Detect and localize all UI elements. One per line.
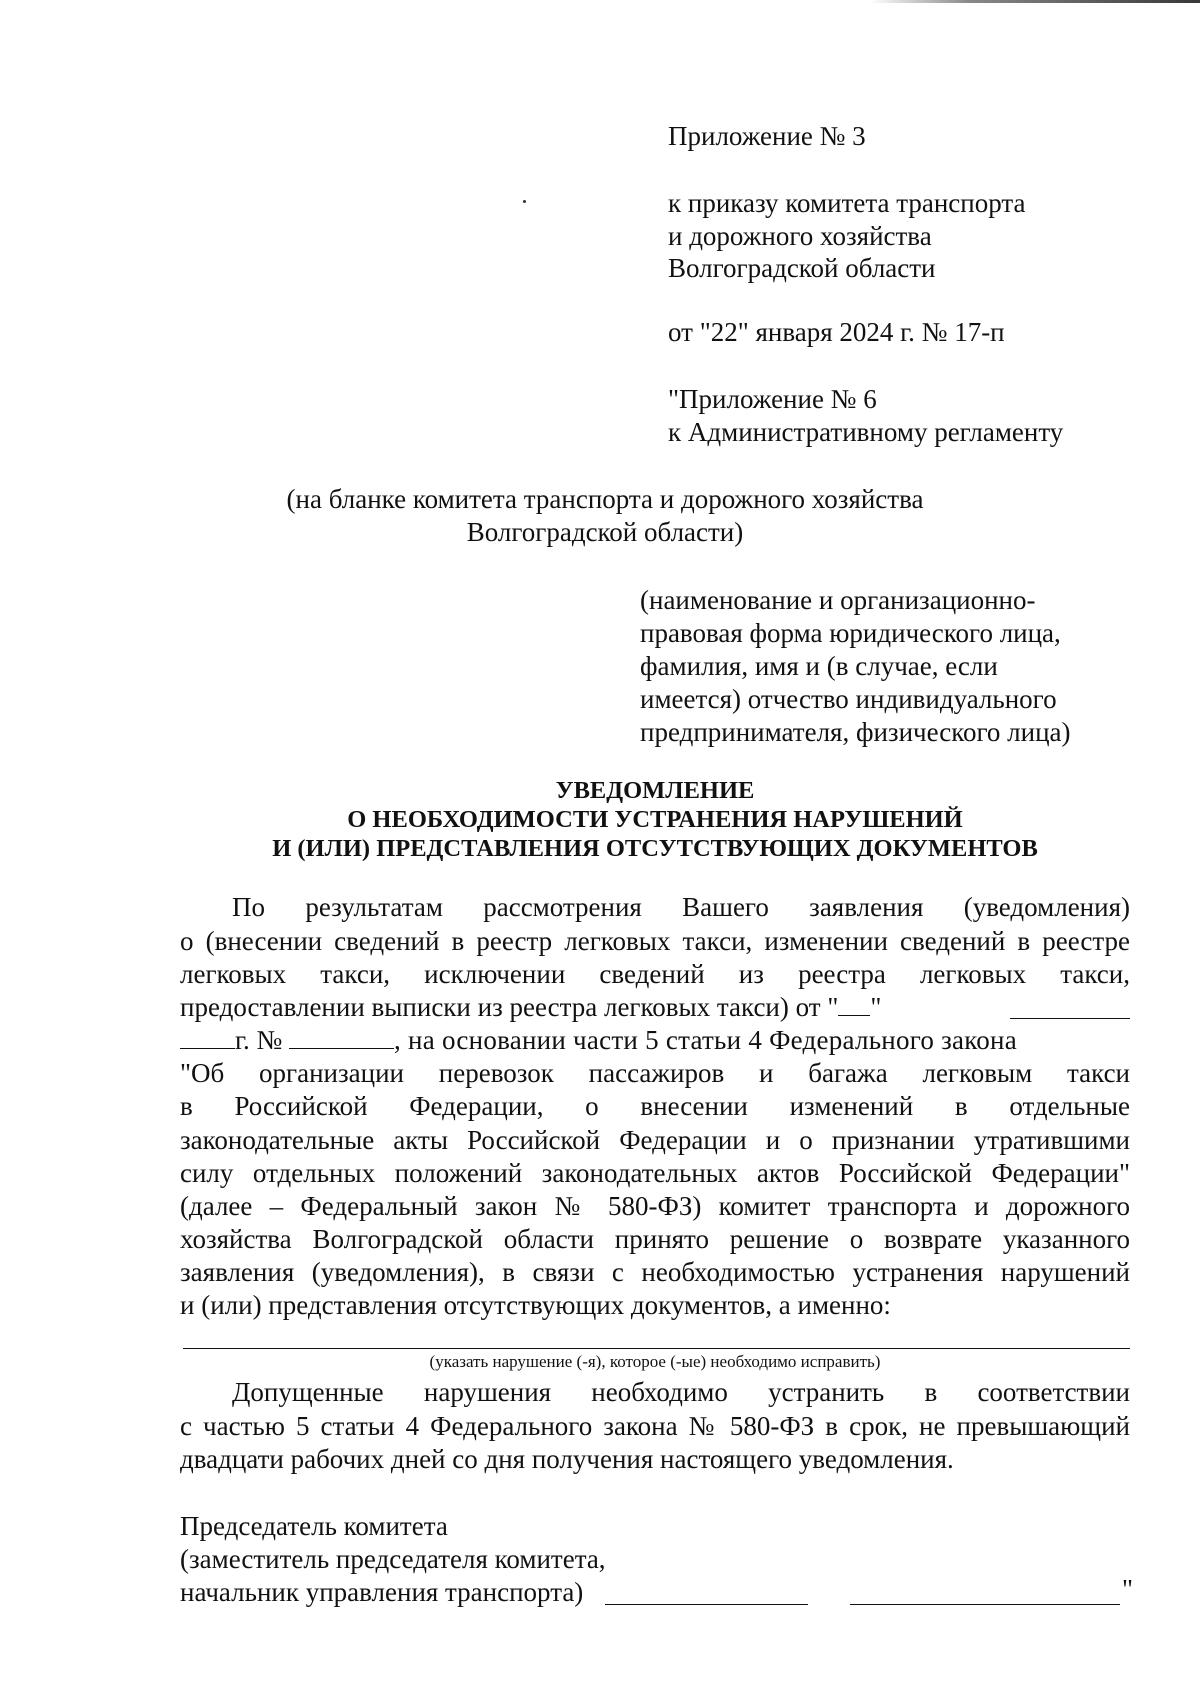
body-line-4-quote: " (870, 992, 882, 1022)
body-line-9: силу отдельных положений законодательных актов Российской Федерации" (180, 1158, 1130, 1188)
signature-blank (605, 1604, 808, 1605)
order-line-1: к приказу комитета транспорта (668, 188, 1026, 218)
year-blank (180, 1024, 235, 1049)
body-line-5-rest: , на основании части 5 статьи 4 Федерального закона (394, 1025, 1017, 1055)
letterhead-line-1: (на бланке комитета транспорта и дорожного хозяйства (286, 484, 924, 514)
order-line-2: и дорожного хозяйства (668, 221, 932, 251)
signature-line-3: начальник управления транспорта) (180, 1577, 584, 1607)
remedy-line-1: Допущенные нарушения необходимо устранить в соответствии (232, 1377, 1130, 1407)
body-line-4 (180, 991, 881, 1024)
body-line-6: "Об организации перевозок пассажиров и багажа легковым такси (180, 1058, 1130, 1088)
month-blank (1010, 994, 1130, 1019)
appendix-number: Приложение № 3 (668, 121, 866, 151)
remedy-line-3: двадцати рабочих дней со дня получения настоящего уведомления. (180, 1444, 954, 1474)
signature-line-2: (заместитель председателя комитета, (180, 1544, 606, 1574)
scan-edge-artifact (870, 0, 1200, 3)
recipient-line-4: имеется) отчество индивидуального (640, 684, 1057, 714)
recipient-line-1: (наименование и организационно- (640, 585, 1036, 615)
closing-quote: " (1122, 1574, 1134, 1604)
number-label: г. № (235, 1025, 283, 1055)
body-line-10: (далее – Федеральный закон № 580-ФЗ) комитет транспорта и дорожного (180, 1191, 1130, 1221)
letterhead-line-2: Волгоградской области) (466, 517, 744, 547)
signature-line-1: Председатель комитета (180, 1511, 448, 1541)
body-line-7: в Российской Федерации, о внесении изменений в отдельные (180, 1091, 1130, 1121)
order-line-3: Волгоградской области (668, 253, 936, 283)
body-line-8: законодательные акты Российской Федерации и о признании утратившими (180, 1125, 1130, 1155)
body-line-2: о (внесении сведений в реестр легковых такси, изменении сведений в реестре (180, 926, 1130, 956)
order-date: от "22" января 2024 г. № 17-п (668, 317, 1005, 347)
body-line-5 (180, 1024, 1017, 1057)
recipient-line-5: предпринимателя, физического лица) (640, 717, 1071, 747)
recipient-line-2: правовая форма юридического лица, (640, 618, 1061, 648)
scan-speck (523, 200, 526, 203)
regulation-target: к Административному регламенту (668, 417, 1064, 447)
body-line-11: хозяйства Волгоградской области принято решение о возврате указанного (180, 1224, 1130, 1254)
regulation-appendix: "Приложение № 6 (668, 384, 877, 414)
body-line-4-text: предоставлении выписки из реестра легковых такси) от " (180, 992, 839, 1022)
day-blank (838, 991, 870, 1016)
application-number-blank (289, 1024, 394, 1049)
violation-entry-line (183, 1348, 1130, 1349)
document-title-line-1: УВЕДОМЛЕНИЕ (555, 777, 755, 804)
violation-note: (указать нарушение (-я), которое (-ые) необходимо исправить) (429, 1352, 881, 1371)
remedy-line-2: с частью 5 статьи 4 Федерального закона № 580-ФЗ в срок, не превышающий (180, 1411, 1130, 1441)
name-blank (850, 1604, 1120, 1605)
recipient-line-3: фамилия, имя и (в случае, если (640, 651, 998, 681)
body-line-1: По результатам рассмотрения Вашего заявления (уведомления) (232, 892, 1130, 922)
body-line-12: заявления (уведомления), в связи с необходимостью устранения нарушений (180, 1257, 1130, 1287)
letterhead-note (180, 483, 1130, 549)
body-line-13: и (или) представления отсутствующих документов, а именно: (180, 1290, 891, 1320)
document-title-line-3: И (ИЛИ) ПРЕДСТАВЛЕНИЯ ОТСУТСТВУЮЩИХ ДОКУМЕНТОВ (272, 835, 1038, 862)
document-title-line-2: О НЕОБХОДИМОСТИ УСТРАНЕНИЯ НАРУШЕНИЙ (347, 806, 963, 833)
body-line-3: легковых такси, исключении сведений из реестра легковых такси, (180, 959, 1130, 989)
